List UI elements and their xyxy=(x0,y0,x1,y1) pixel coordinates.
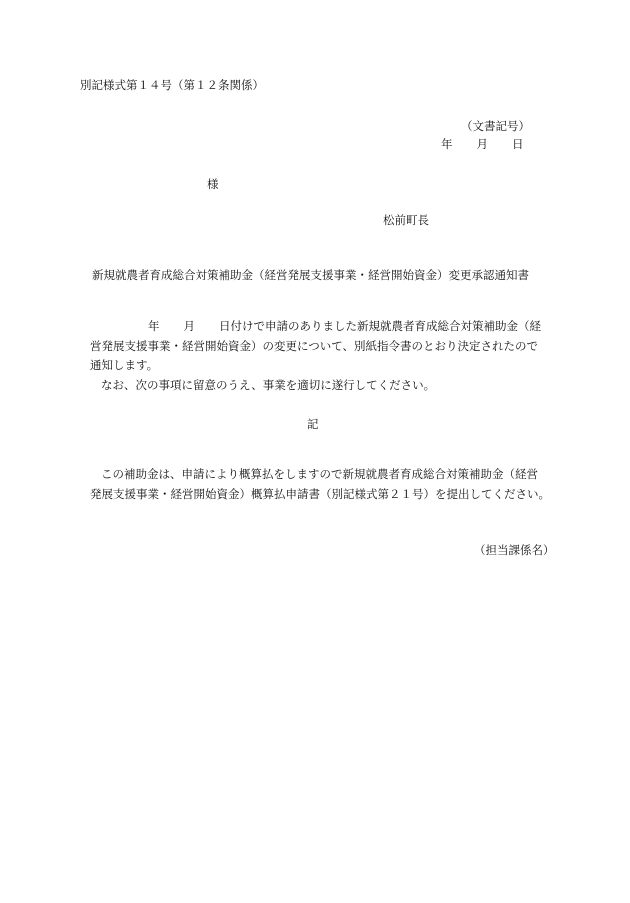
contact-department: （担当課係名） xyxy=(474,543,555,557)
body-line-1-rest: 日付けで申請のありました新規就農者育成総合対策補助金（経 xyxy=(219,319,541,333)
document-title: 新規就農者育成総合対策補助金（経営発展支援事業・経営開始資金）変更承認通知書 xyxy=(92,268,529,282)
notice-line-1-text: この補助金は、申請により概算払をしますので新規就農者育成総合対策補助金（経営 xyxy=(101,467,538,481)
body-month-label: 月 xyxy=(183,319,195,333)
body-year-label: 年 xyxy=(148,319,160,333)
body-line-3: 通知します。 xyxy=(90,358,159,372)
sender-name: 松前町長 xyxy=(383,213,429,227)
body-line-1 xyxy=(90,317,550,337)
date-year-label: 年 xyxy=(441,137,453,151)
body-line-2: 営発展支援事業・経営開始資金）の変更について、別紙指令書のとおり決定されたので xyxy=(90,338,539,353)
ki-heading: 記 xyxy=(307,417,319,431)
date-month-label: 月 xyxy=(476,137,488,151)
date-day-label: 日 xyxy=(512,137,524,151)
addressee-suffix: 様 xyxy=(207,177,219,191)
notice-text xyxy=(90,464,550,504)
body-line-4-text: なお、次の事項に留意のうえ、事業を適切に遂行してください。 xyxy=(101,377,436,392)
body-line-4 xyxy=(90,376,550,396)
document-code: （文書記号） xyxy=(461,119,530,133)
notice-line-1 xyxy=(90,464,550,484)
notice-line-2: 発展支援事業・経営開始資金）概算払申請書（別記様式第２１号）を提出してください。 xyxy=(90,487,550,501)
form-number: 別記様式第１４号（第１２条関係） xyxy=(80,78,264,92)
body-text xyxy=(90,317,550,395)
date-line xyxy=(441,139,524,151)
